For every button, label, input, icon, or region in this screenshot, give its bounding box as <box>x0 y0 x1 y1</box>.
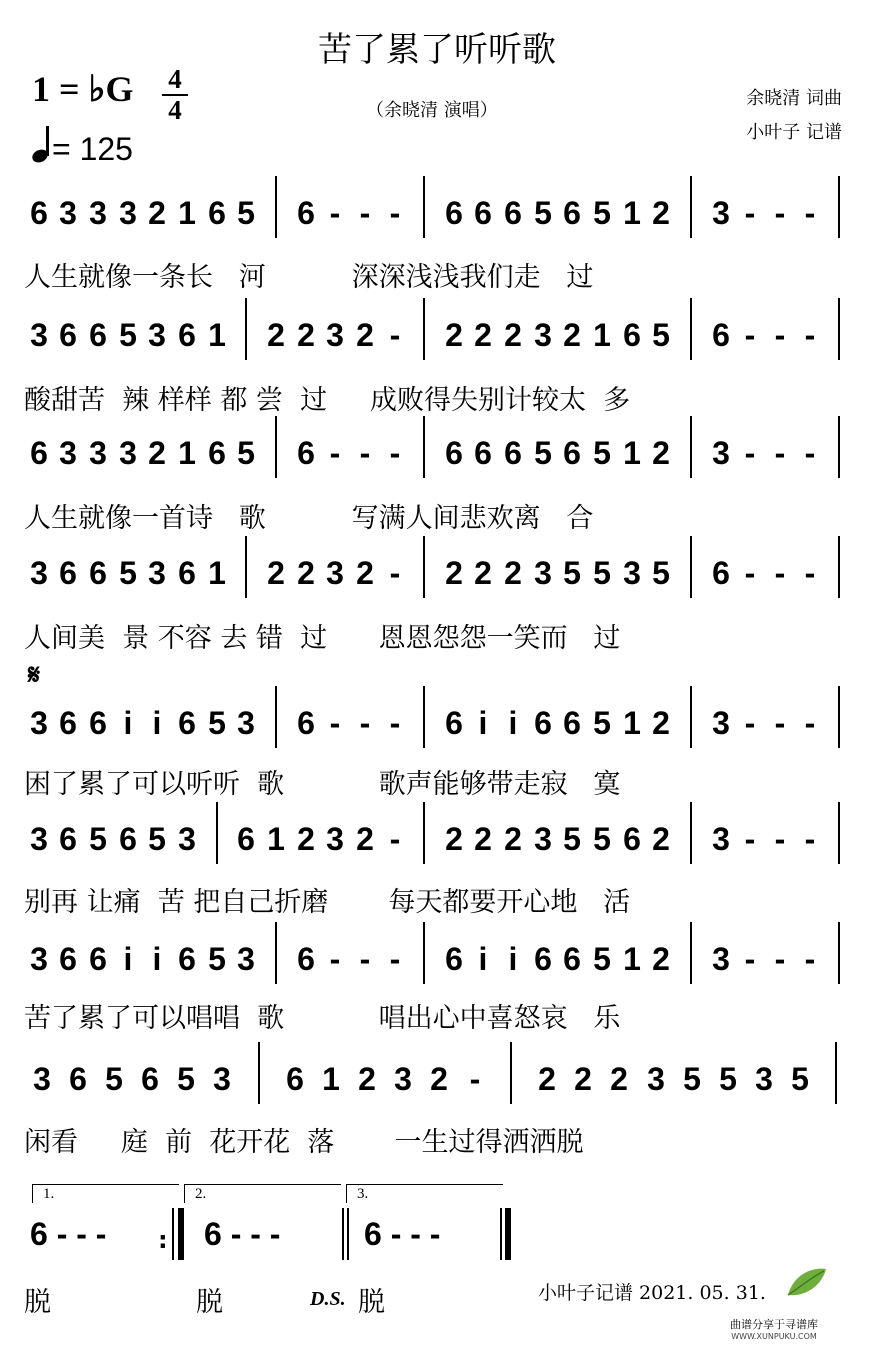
note: 6 <box>119 821 137 857</box>
note: - <box>804 941 816 977</box>
lyric-line: 困了累了可以听听 歌 歌声能够带走寂 寞 <box>24 769 621 800</box>
note: 2 <box>652 821 670 857</box>
note: 1 <box>178 195 196 231</box>
note: 5 <box>593 435 611 471</box>
note: 5 <box>237 195 255 231</box>
note: 2 <box>297 821 315 857</box>
note: 2 <box>574 1061 592 1097</box>
note: - <box>804 317 816 353</box>
note: 3 <box>178 821 196 857</box>
note: 5 <box>593 555 611 591</box>
note: 5 <box>119 317 137 353</box>
bar-line <box>423 922 425 984</box>
note: 5 <box>593 941 611 977</box>
bar-line <box>275 922 277 984</box>
note: 3 <box>623 555 641 591</box>
note: - <box>744 195 756 231</box>
note: 6 <box>297 195 315 231</box>
note: - <box>469 1061 481 1097</box>
note: 3 <box>712 195 730 231</box>
lyric-line: 别再 让痛 苦 把自己折磨 每天都要开心地 活 <box>24 887 631 918</box>
note: 5 <box>148 821 166 857</box>
note: 5 <box>683 1061 701 1097</box>
note: 3 <box>89 435 107 471</box>
bar-line <box>690 686 692 748</box>
bar-line <box>838 802 840 864</box>
note: 5 <box>652 317 670 353</box>
note: 6 <box>445 435 463 471</box>
note: - <box>744 821 756 857</box>
ending-1-notes: 6 - - - <box>30 1216 107 1252</box>
note: 5 <box>593 705 611 741</box>
note: 3 <box>534 821 552 857</box>
note: 3 <box>712 821 730 857</box>
note: - <box>744 317 756 353</box>
note: 3 <box>326 317 344 353</box>
bar-line <box>690 802 692 864</box>
note: - <box>774 705 786 741</box>
bar-line <box>690 416 692 478</box>
notation-row <box>24 312 854 358</box>
transcription-date: 小叶子记谱 2021. 05. 31. <box>538 1282 766 1304</box>
note: 6 <box>59 705 77 741</box>
note: 6 <box>504 195 522 231</box>
note: i <box>478 941 488 977</box>
note: - <box>744 555 756 591</box>
note: 6 <box>563 941 581 977</box>
note: 6 <box>208 195 226 231</box>
note: i <box>123 941 133 977</box>
notation-row <box>24 430 854 476</box>
volta-3: 3. <box>346 1184 503 1203</box>
note: 6 <box>30 195 48 231</box>
note: - <box>774 555 786 591</box>
note: 5 <box>89 821 107 857</box>
notation-row <box>24 1056 854 1102</box>
note: - <box>359 705 371 741</box>
note: - <box>359 195 371 231</box>
note: 6 <box>178 555 196 591</box>
note: 6 <box>30 435 48 471</box>
note: 1 <box>623 941 641 977</box>
page-title: 苦了累了听听歌 <box>318 30 556 70</box>
ending-3-notes: 6 - - - <box>364 1216 441 1252</box>
note: 6 <box>89 317 107 353</box>
note: 5 <box>563 821 581 857</box>
singer-credit: （余晓清 演唱） <box>366 100 498 121</box>
note: - <box>329 195 341 231</box>
note: 6 <box>297 941 315 977</box>
bar-line <box>510 1042 512 1104</box>
note: 2 <box>474 317 492 353</box>
note: i <box>152 941 162 977</box>
note: 2 <box>445 555 463 591</box>
note: 1 <box>178 435 196 471</box>
bar-line <box>423 802 425 864</box>
note: 5 <box>593 195 611 231</box>
note: 2 <box>430 1061 448 1097</box>
note: 3 <box>534 555 552 591</box>
note: 6 <box>286 1061 304 1097</box>
bar-line <box>838 298 840 360</box>
note: 6 <box>534 705 552 741</box>
note: - <box>389 705 401 741</box>
note: 1 <box>623 195 641 231</box>
note: - <box>359 941 371 977</box>
note: 2 <box>538 1061 556 1097</box>
lyric-line: 闲看 庭 前 花开花 落 一生过得洒洒脱 <box>24 1127 584 1158</box>
bar-line <box>838 922 840 984</box>
bar-line <box>423 298 425 360</box>
bar-line <box>275 176 277 238</box>
note: 3 <box>213 1061 231 1097</box>
ending-2-notes: 6 - - - <box>204 1216 281 1252</box>
bar-line <box>275 686 277 748</box>
note: 5 <box>534 435 552 471</box>
note: - <box>389 195 401 231</box>
note: - <box>389 941 401 977</box>
notation-row <box>24 550 854 596</box>
note: 3 <box>30 705 48 741</box>
note: 6 <box>178 941 196 977</box>
note: 3 <box>326 555 344 591</box>
bar-line <box>275 416 277 478</box>
note: 5 <box>791 1061 809 1097</box>
note: 2 <box>358 1061 376 1097</box>
bar-line <box>838 176 840 238</box>
note: 3 <box>148 317 166 353</box>
note: 1 <box>208 317 226 353</box>
note: - <box>804 195 816 231</box>
bar-line <box>838 536 840 598</box>
note: - <box>804 555 816 591</box>
note: 1 <box>623 705 641 741</box>
note: 3 <box>394 1061 412 1097</box>
bar-line <box>258 1042 260 1104</box>
note: 6 <box>474 435 492 471</box>
note: 3 <box>712 435 730 471</box>
bar-line <box>690 536 692 598</box>
note: 6 <box>623 317 641 353</box>
note: 3 <box>534 317 552 353</box>
note: - <box>774 195 786 231</box>
bar-line <box>835 1042 837 1104</box>
note: 6 <box>208 435 226 471</box>
lyric-line: 苦了累了可以唱唱 歌 唱出心中喜怒哀 乐 <box>24 1003 621 1034</box>
note: 2 <box>297 317 315 353</box>
note: 3 <box>712 705 730 741</box>
note: - <box>329 705 341 741</box>
note: - <box>359 435 371 471</box>
bar-line <box>690 298 692 360</box>
note: - <box>389 821 401 857</box>
leaf-icon <box>784 1265 828 1299</box>
note: 6 <box>89 941 107 977</box>
note: 6 <box>141 1061 159 1097</box>
note: i <box>508 941 518 977</box>
note: - <box>774 941 786 977</box>
note: 5 <box>719 1061 737 1097</box>
note: 6 <box>59 821 77 857</box>
note: 6 <box>563 705 581 741</box>
note: 6 <box>178 705 196 741</box>
note: 5 <box>208 941 226 977</box>
note: 6 <box>69 1061 87 1097</box>
notation-row <box>24 816 854 862</box>
note: 3 <box>119 435 137 471</box>
notation-row <box>24 936 854 982</box>
note: - <box>744 941 756 977</box>
note: 2 <box>148 435 166 471</box>
note: 3 <box>119 195 137 231</box>
volta-1: 1. <box>32 1184 179 1203</box>
note: 6 <box>445 941 463 977</box>
note: 2 <box>445 317 463 353</box>
bar-line <box>423 536 425 598</box>
note: 3 <box>712 941 730 977</box>
note: - <box>804 435 816 471</box>
note: - <box>804 821 816 857</box>
note: 6 <box>712 317 730 353</box>
note: 5 <box>105 1061 123 1097</box>
time-signature: 4 4 <box>162 66 188 124</box>
note: 6 <box>59 941 77 977</box>
note: 6 <box>59 317 77 353</box>
note: 6 <box>59 555 77 591</box>
note: 2 <box>474 821 492 857</box>
note: 6 <box>237 821 255 857</box>
note: 6 <box>178 317 196 353</box>
note: 5 <box>563 555 581 591</box>
bar-line <box>838 416 840 478</box>
note: - <box>389 317 401 353</box>
bar-line <box>690 922 692 984</box>
note: 1 <box>593 317 611 353</box>
note: 2 <box>652 941 670 977</box>
note: 1 <box>623 435 641 471</box>
bar-line <box>423 416 425 478</box>
note: 6 <box>297 435 315 471</box>
note: - <box>329 941 341 977</box>
notation-row <box>24 700 854 746</box>
note: 3 <box>30 821 48 857</box>
note: 2 <box>267 317 285 353</box>
note: 3 <box>89 195 107 231</box>
note: 2 <box>652 195 670 231</box>
note: 2 <box>652 435 670 471</box>
note: 6 <box>712 555 730 591</box>
note: 3 <box>237 941 255 977</box>
note: 1 <box>322 1061 340 1097</box>
lyric-line: 人生就像一条长 河 深深浅浅我们走 过 <box>24 262 594 293</box>
note: 2 <box>267 555 285 591</box>
note: 5 <box>593 821 611 857</box>
note: 3 <box>647 1061 665 1097</box>
note: 2 <box>652 705 670 741</box>
note: 6 <box>623 821 641 857</box>
note: 5 <box>534 195 552 231</box>
note: 1 <box>267 821 285 857</box>
note: - <box>774 317 786 353</box>
note: i <box>123 705 133 741</box>
note: 5 <box>119 555 137 591</box>
quarter-note-icon <box>32 128 52 164</box>
note: 3 <box>755 1061 773 1097</box>
note: 3 <box>30 941 48 977</box>
note: 2 <box>148 195 166 231</box>
note: 2 <box>504 317 522 353</box>
note: 3 <box>59 195 77 231</box>
bar-line <box>245 536 247 598</box>
note: i <box>152 705 162 741</box>
note: i <box>508 705 518 741</box>
note: 2 <box>563 317 581 353</box>
bar-line <box>216 802 218 864</box>
ending-3-lyric: 脱 <box>358 1287 385 1318</box>
note: 2 <box>297 555 315 591</box>
note: 6 <box>445 195 463 231</box>
note: 6 <box>504 435 522 471</box>
transcriber-credit: 小叶子 记谱 <box>746 122 842 143</box>
note: 6 <box>563 435 581 471</box>
note: 1 <box>208 555 226 591</box>
volta-2: 2. <box>184 1184 341 1203</box>
note: 6 <box>534 941 552 977</box>
note: 5 <box>652 555 670 591</box>
tempo-marking: = 125 <box>32 128 133 168</box>
note: 3 <box>30 555 48 591</box>
note: 3 <box>237 705 255 741</box>
note: 2 <box>610 1061 628 1097</box>
note: - <box>774 435 786 471</box>
ending-brackets: 1. 2. 3. 6 - - - : 6 - - - 6 - - - <box>24 1178 524 1288</box>
note: 2 <box>356 555 374 591</box>
lyric-line: 酸甜苦 辣 样样 都 尝 过 成败得失别计较太 多 <box>24 385 631 416</box>
segno-sign: 𝄋 <box>28 658 41 691</box>
dal-segno-marking: D.S. <box>310 1288 346 1310</box>
note: - <box>804 705 816 741</box>
note: 6 <box>474 195 492 231</box>
ending-2-lyric: 脱 <box>196 1287 223 1318</box>
note: 2 <box>504 555 522 591</box>
notation-row <box>24 190 854 236</box>
note: 2 <box>356 821 374 857</box>
note: - <box>744 435 756 471</box>
note: 3 <box>59 435 77 471</box>
note: 3 <box>30 317 48 353</box>
note: 6 <box>297 705 315 741</box>
note: - <box>389 555 401 591</box>
note: 6 <box>445 705 463 741</box>
ending-1-lyric: 脱 <box>24 1287 51 1318</box>
note: 5 <box>237 435 255 471</box>
note: - <box>744 705 756 741</box>
note: 2 <box>356 317 374 353</box>
note: 3 <box>148 555 166 591</box>
bar-line <box>245 298 247 360</box>
lyricist-composer-credit: 余晓清 词曲 <box>746 88 842 109</box>
lyric-line: 人间美 景 不容 去 错 过 恩恩怨怨一笑而 过 <box>24 623 621 654</box>
note: - <box>389 435 401 471</box>
lyric-line: 人生就像一首诗 歌 写满人间悲欢离 合 <box>24 503 594 534</box>
note: 3 <box>33 1061 51 1097</box>
bar-line <box>423 176 425 238</box>
note: 5 <box>208 705 226 741</box>
bar-line <box>838 686 840 748</box>
note: 6 <box>563 195 581 231</box>
note: 6 <box>89 705 107 741</box>
note: 6 <box>89 555 107 591</box>
note: 2 <box>474 555 492 591</box>
note: 2 <box>504 821 522 857</box>
note: 2 <box>445 821 463 857</box>
note: - <box>329 435 341 471</box>
note: i <box>478 705 488 741</box>
bar-line <box>690 176 692 238</box>
note: 5 <box>177 1061 195 1097</box>
site-watermark: 曲谱分享于寻谱库 WWW.XUNPUKU.COM <box>730 1318 818 1341</box>
key-signature: 1 = ♭G <box>32 69 134 109</box>
note: - <box>774 821 786 857</box>
bar-line <box>423 686 425 748</box>
note: 3 <box>326 821 344 857</box>
